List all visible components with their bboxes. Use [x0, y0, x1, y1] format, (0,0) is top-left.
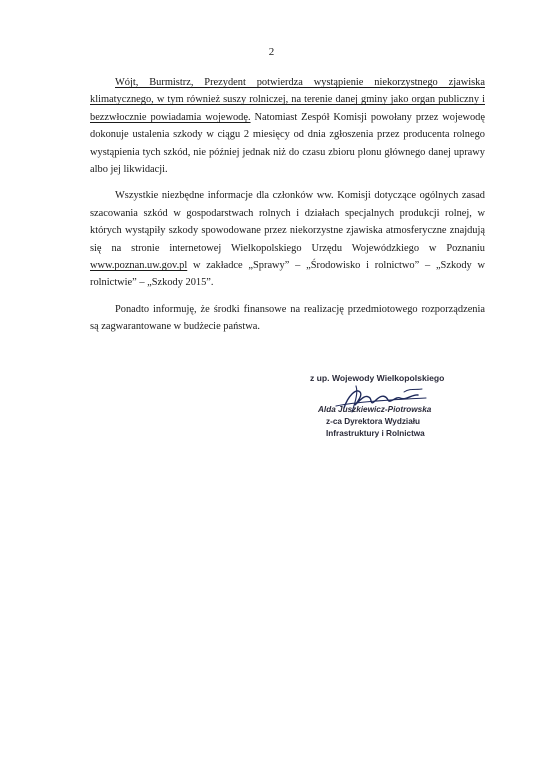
- stamp-authority: z up. Wojewody Wielkopolskiego: [310, 373, 445, 383]
- website-link[interactable]: www.poznan.uw.gov.pl: [90, 260, 188, 272]
- paragraph-1: [90, 74, 485, 178]
- stamp-name: Alda Juszkiewicz-Piotrowska: [318, 405, 432, 414]
- stamp-position: z-ca Dyrektora Wydziału: [326, 417, 421, 426]
- paragraph-3: Ponadto informuję, że środki finansowe na realizację przedmiotowego rozporządzenia są zagwarantowane w budżecie państwa.: [90, 303, 485, 333]
- letter-body: [90, 74, 485, 345]
- page-number: 2: [268, 46, 275, 58]
- underlined-passage: Wójt, Burmistrz, Prezydent potwierdza wystąpienie niekorzystnego zjawiska klimatycznego, w tym również suszy rolniczej, na terenie danej gminy jako organ publiczny i bezzwłocznie powiadamia wojewodę.: [90, 77, 485, 123]
- stamp-department: Infrastruktury i Rolnictwa: [326, 429, 425, 438]
- paragraph-2: [90, 187, 485, 291]
- paragraph-1-rest: Natomiast Zespół Komisji powołany przez wojewodę dokonuje ustalenia szkody w ciągu 2 miesięcy od dnia zgłoszenia przez producenta rolnego wystąpienia tych szkód, nie później jednak niż do czasu zbioru plonu głównego danej uprawy albo jej likwidacji.: [90, 111, 485, 176]
- paragraph-2-tail: w zakładce „Sprawy” – „Środowisko i rolnictwo” – „Szkody w rolnictwie” – „Szkody 2015”.: [90, 260, 485, 289]
- paragraph-2-text: Wszystkie niezbędne informacje dla członków ww. Komisji dotyczące ogólnych zasad szacowania szkód w gospodarstwach rolnych i działach specjalnych produkcji rolnej, w których wystąpiły szkody spowodowane przez niekorzystne zjawiska atmosferyczne znajdują się na stronie internetowej Wielkopolskiego Urzędu Wojewódzkiego w Poznaniu: [90, 190, 485, 254]
- signature-stamp: [306, 372, 476, 454]
